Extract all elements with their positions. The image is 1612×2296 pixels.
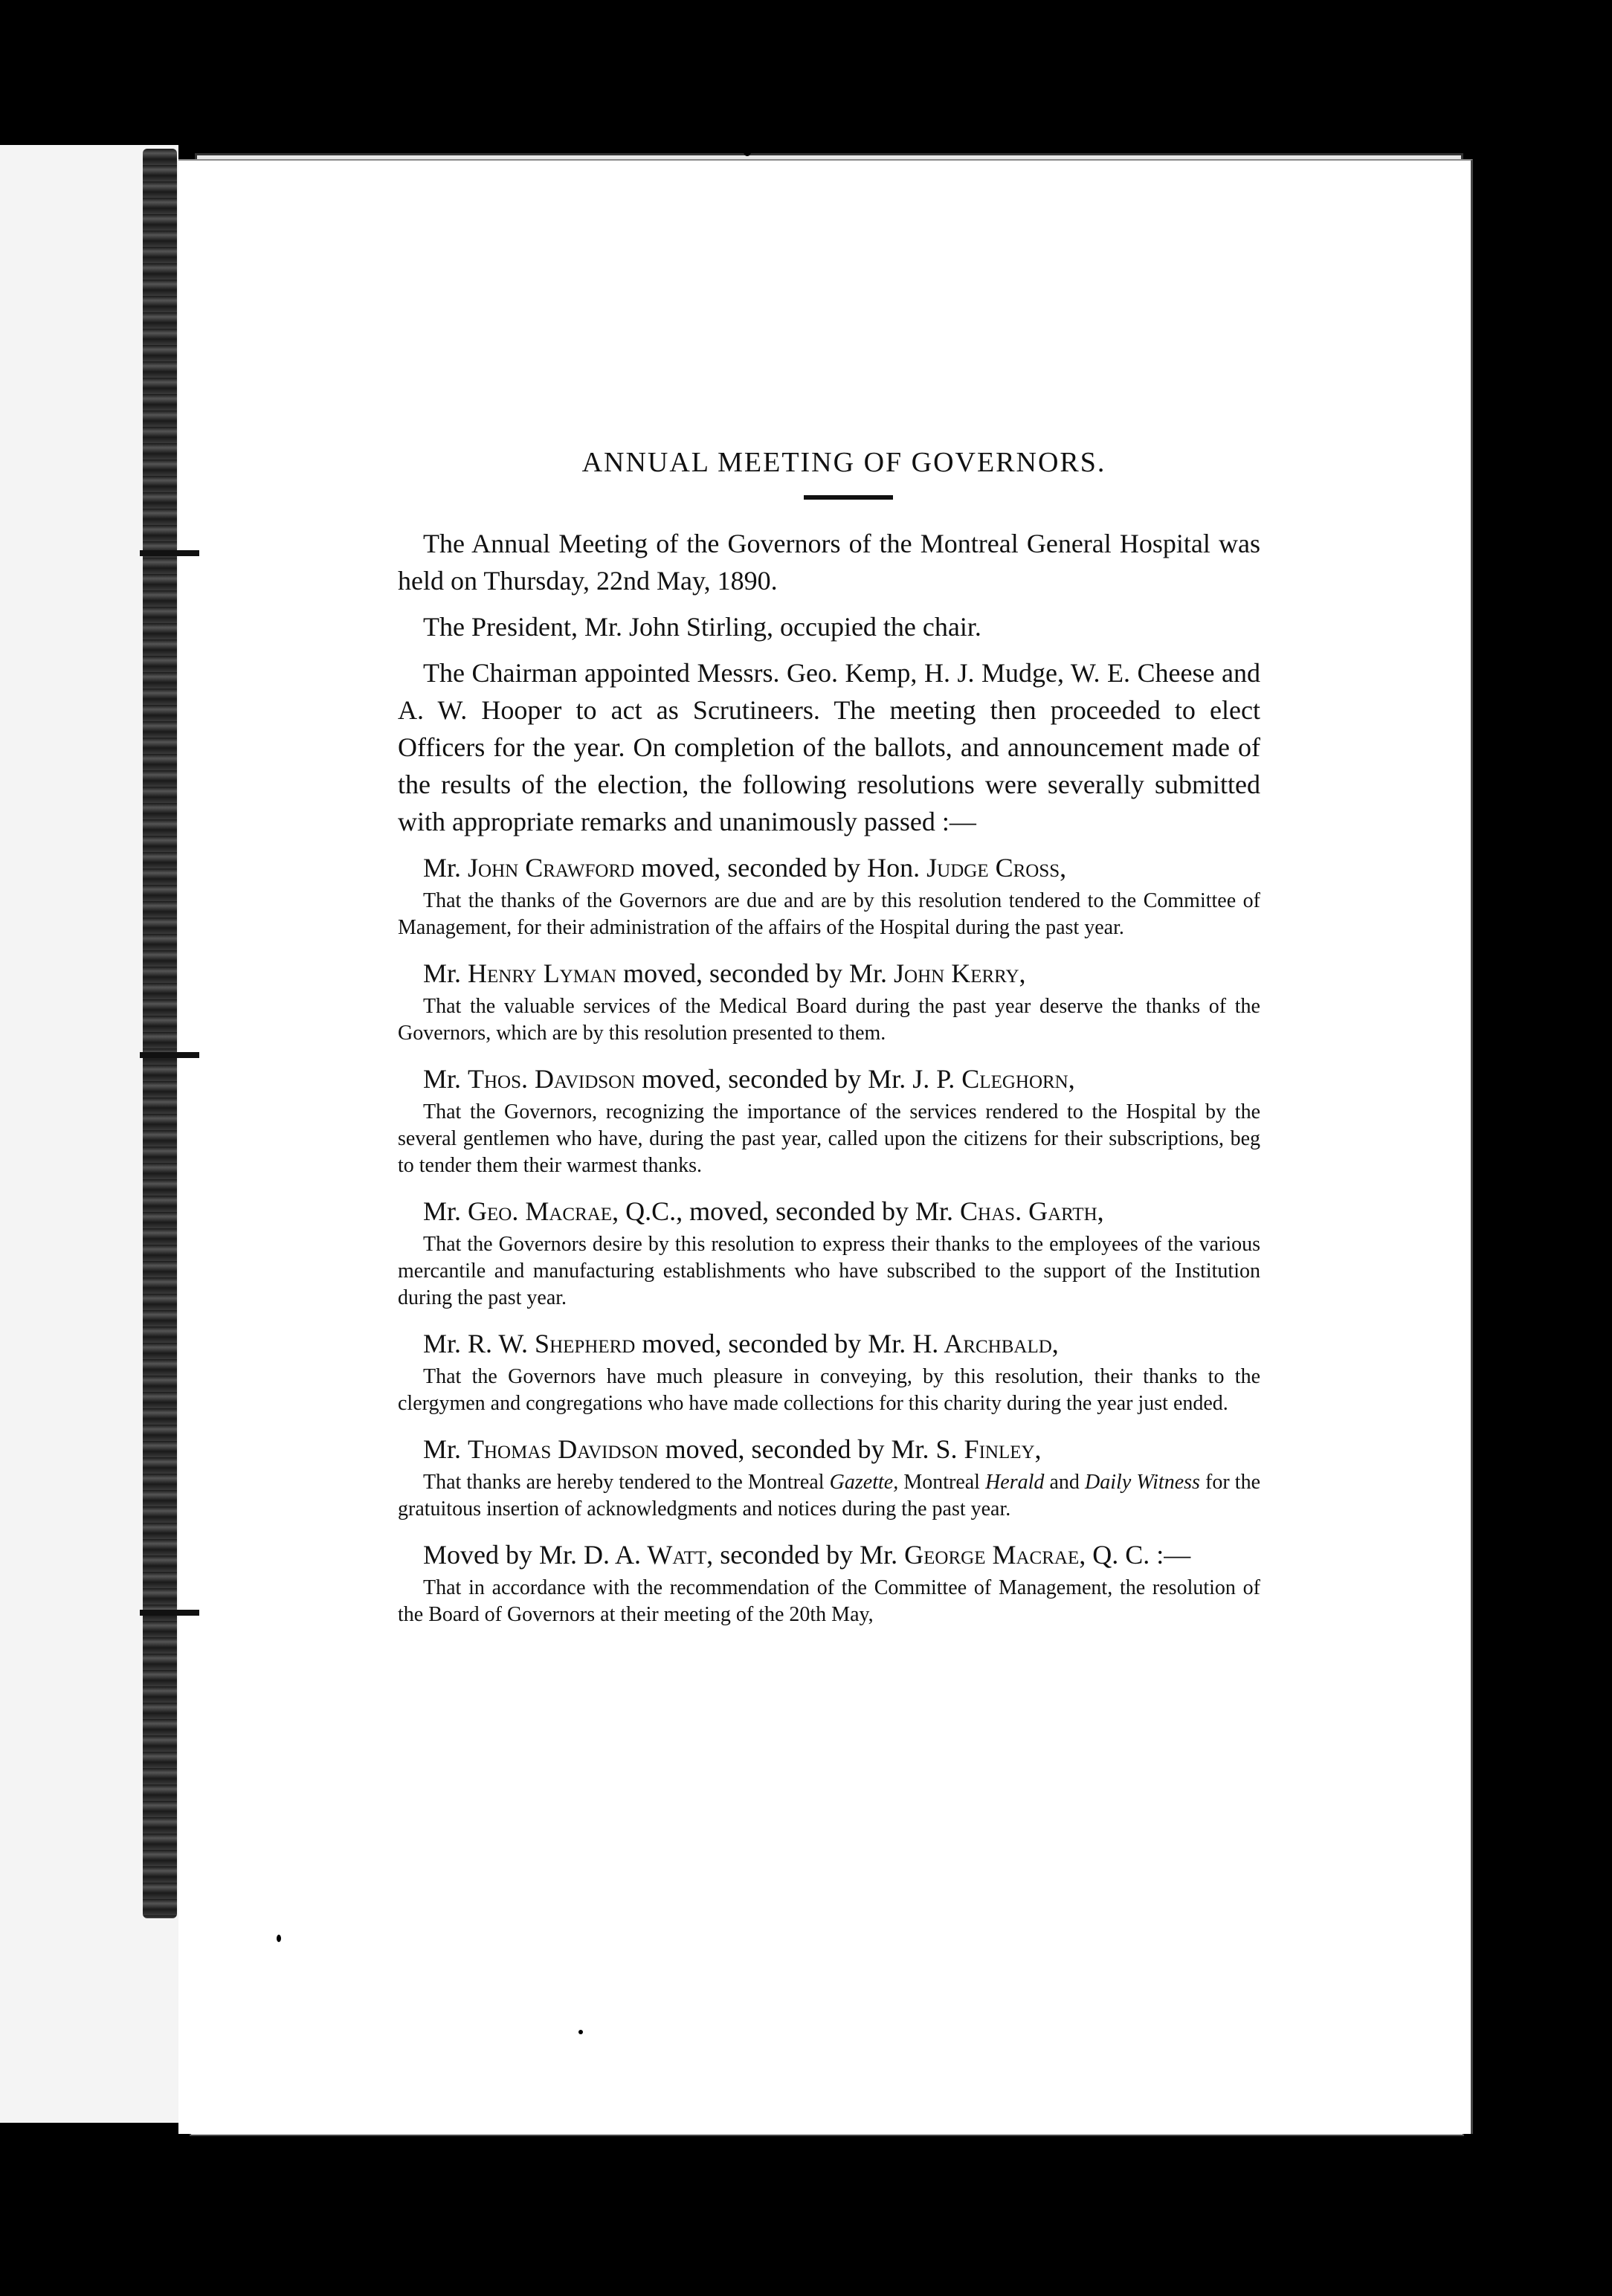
mover-name: Thos. Davidson bbox=[468, 1064, 636, 1094]
motion-connector: moved, seconded by bbox=[642, 1064, 862, 1094]
mover-name: Thomas Davidson bbox=[468, 1434, 659, 1464]
resolution-fragment: for the gratuitous insertion of acknowledgments and notices during the past year. bbox=[398, 1471, 1261, 1521]
heading-rule bbox=[804, 495, 893, 500]
resolution-fragment: Montreal bbox=[898, 1471, 986, 1494]
seconder-prefix: Mr. bbox=[849, 958, 888, 988]
newspaper-name: Herald bbox=[985, 1471, 1045, 1494]
resolution-text: That the thanks of the Governors are due and are by this resolution tendered to the Committee of Management, for their administration of the affairs of the Hospital during the past year. bbox=[398, 889, 1260, 939]
seconder-prefix: Mr. bbox=[891, 1434, 929, 1464]
paragraph-president bbox=[398, 608, 1260, 645]
binding-thread bbox=[140, 1610, 199, 1616]
scan-speck bbox=[1590, 349, 1593, 366]
motion-line bbox=[398, 1536, 1260, 1573]
motion-line bbox=[398, 955, 1260, 992]
mover-name: John Crawford bbox=[468, 853, 635, 883]
motion-line bbox=[398, 1431, 1260, 1468]
resolution-text: That the Governors, recognizing the importance of the services rendered to the Hospital by the several gentlemen who have, during the past year, called upon the citizens for their subscriptions, beg to tender them their warmest thanks. bbox=[398, 1100, 1260, 1177]
page-text bbox=[398, 446, 1260, 1642]
seconder-prefix: Mr. bbox=[915, 1196, 954, 1226]
scan-speck bbox=[1489, 1725, 1495, 1735]
binding-gutter bbox=[143, 149, 177, 1918]
motion-connector: moved, seconded by bbox=[623, 958, 843, 988]
mover-name: R. W. Shepherd bbox=[468, 1329, 636, 1358]
binding-thread bbox=[140, 1052, 199, 1058]
motion-lead: Moved by bbox=[423, 1540, 532, 1570]
motion-line bbox=[398, 849, 1260, 886]
resolution-text: That in accordance with the recommendation of the Committee of Management, the resolution of the Board of Governors at their meeting of the 20th May, bbox=[398, 1576, 1260, 1626]
binding-thread bbox=[140, 550, 199, 556]
motion-connector: seconded by bbox=[720, 1540, 854, 1570]
seconder-name: Chas. Garth, bbox=[960, 1196, 1104, 1226]
mover-name: D. A. Watt, bbox=[584, 1540, 714, 1570]
seconder-name: S. Finley, bbox=[935, 1434, 1042, 1464]
seconder-prefix: Hon. bbox=[867, 853, 921, 883]
mover-prefix: Mr. bbox=[423, 958, 462, 988]
seconder-prefix: Mr. bbox=[860, 1540, 898, 1570]
mover-name: Geo. Macrae, bbox=[468, 1196, 619, 1226]
motion-connector: moved, seconded by bbox=[642, 1329, 862, 1358]
mover-prefix: Mr. bbox=[423, 1064, 462, 1094]
motion-connector: moved, seconded by bbox=[665, 1434, 885, 1464]
newspaper-name: Daily Witness bbox=[1085, 1471, 1200, 1494]
motion-line bbox=[398, 1193, 1260, 1230]
resolution-fragment: and bbox=[1044, 1471, 1086, 1494]
scan-speck bbox=[578, 2030, 583, 2034]
paragraph-meeting-text: The Annual Meeting of the Governors of the Montreal General Hospital was held on Thursday, 22nd May, 1890. bbox=[398, 529, 1260, 596]
seconder-name: George Macrae, bbox=[904, 1540, 1086, 1570]
paragraph-scrutineers bbox=[398, 654, 1260, 840]
seconder-name: H. Archbald, bbox=[912, 1329, 1059, 1358]
mover-prefix: Mr. bbox=[539, 1540, 578, 1570]
seconder-name: John Kerry, bbox=[894, 958, 1026, 988]
seconder-prefix: Mr. bbox=[868, 1329, 906, 1358]
paragraph-scrutineers-text: The Chairman appointed Messrs. Geo. Kemp, H. J. Mudge, W. E. Cheese and A. W. Hooper to act as Scrutineers. The meeting then proceeded to elect Officers for the year. On completion of the ballots, and announcement made of the results of the election, the following resolutions were severally submitted with appropriate remarks and unanimously passed :— bbox=[398, 658, 1260, 836]
scan-speck bbox=[277, 1935, 281, 1942]
scan-speck bbox=[744, 147, 751, 156]
resolution-text: That the Governors desire by this resolution to express their thanks to the employees of the various mercantile and manufacturing establishments who have subscribed to the support of the Institution during the past year. bbox=[398, 1233, 1260, 1309]
mover-prefix: Mr. bbox=[423, 1196, 462, 1226]
motion-connector: moved, seconded by bbox=[689, 1196, 909, 1226]
resolution-text: That the valuable services of the Medical Board during the past year deserve the thanks of the Governors, which are by this resolution presented to them. bbox=[398, 995, 1260, 1045]
mover-suffix: Q.C., bbox=[625, 1196, 683, 1226]
newspaper-name: Gazette, bbox=[829, 1471, 899, 1494]
motion-connector: moved, seconded by bbox=[641, 853, 861, 883]
seconder-name: J. P. Cleghorn, bbox=[912, 1064, 1075, 1094]
mover-name: Henry Lyman bbox=[468, 958, 617, 988]
paragraph-president-text: The President, Mr. John Stirling, occupied the chair. bbox=[423, 612, 981, 642]
mover-prefix: Mr. bbox=[423, 1434, 462, 1464]
resolution-fragment: That thanks are hereby tendered to the Montreal bbox=[423, 1471, 830, 1494]
mover-prefix: Mr. bbox=[423, 1329, 462, 1358]
seconder-suffix: Q. C. :— bbox=[1092, 1540, 1191, 1570]
page-heading: ANNUAL MEETING OF GOVERNORS. bbox=[581, 447, 1106, 478]
seconder-prefix: Mr. bbox=[868, 1064, 906, 1094]
resolution-text bbox=[398, 1469, 1260, 1523]
mover-prefix: Mr. bbox=[423, 853, 462, 883]
motion-line bbox=[398, 1060, 1260, 1097]
motion-line bbox=[398, 1325, 1260, 1362]
seconder-name: Judge Cross, bbox=[926, 853, 1067, 883]
resolution-text: That the Governors have much pleasure in conveying, by this resolution, their thanks to the clergymen and congregations who have made collections for this charity during the year just ended. bbox=[398, 1365, 1260, 1415]
paragraph-meeting bbox=[398, 525, 1260, 599]
